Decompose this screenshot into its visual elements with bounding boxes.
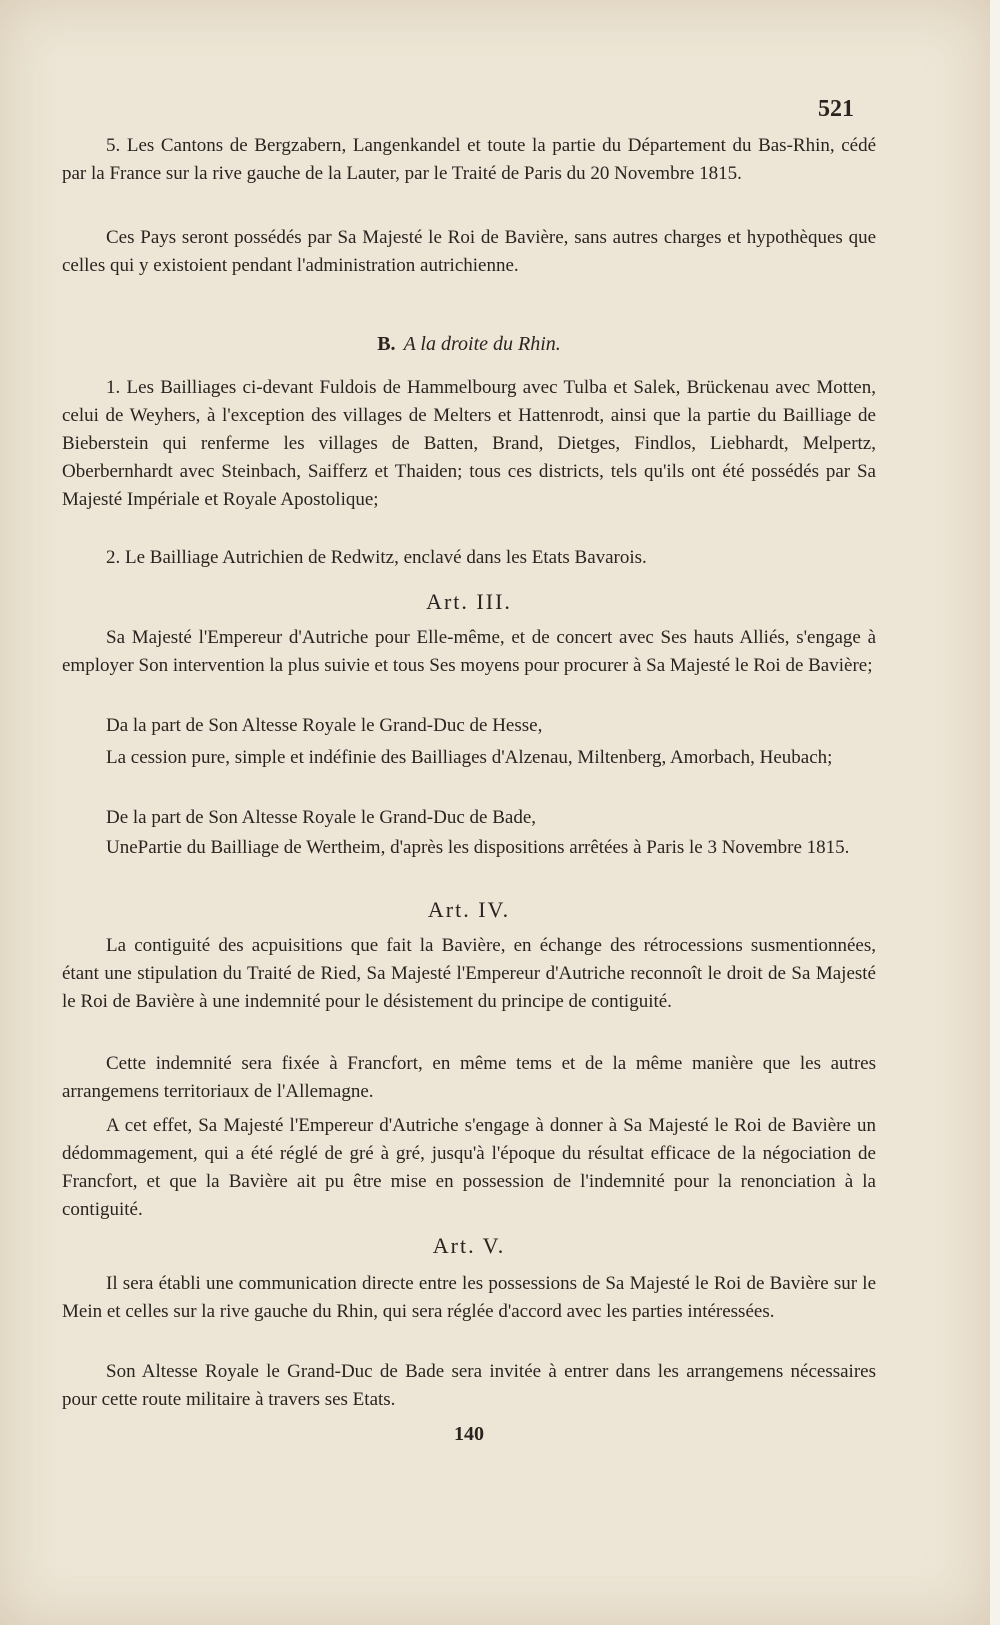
paragraph-indemnite: Cette indemnité sera fixée à Francfort, en même tems et de la même manière que les autres arrangemens territoriaux de l'Allemagne. <box>62 1053 876 1102</box>
paragraph-fuldois: 1. Les Bailliages ci-devant Fuldois de Hammelbourg avec Tulba et Salek, Brückenau avec Motten, celui de Weyhers, à l'exception des villages de Melters et Hattenrodt, ainsi que la partie du Bailliage de Bieberstein qui renferme les villages de Batten, Brand, Dietges, Findlos, Liebhardt, Melpertz, Oberbernhardt avec Steinbach, Saifferz et Thaiden; tous ces districts, tels qu'ils ont été possédés par Sa Majesté Impériale et Royale Apostolique; <box>62 377 876 510</box>
section-heading-b <box>62 330 876 358</box>
paragraph-contiguite: La contiguité des acpuisitions que fait la Bavière, en échange des rétrocessions susmentionnées, étant une stipulation du Traité de Ried, Sa Majesté l'Empereur d'Autriche reconnoît le droit de Sa Majesté le Roi de Bavière à une indemnité pour le désistement du principe de contiguité. <box>62 935 876 1012</box>
paragraph-hesse: Da la part de Son Altesse Royale le Grand-Duc de Hesse, <box>106 715 543 736</box>
section-title: A la droite du Rhin. <box>403 333 561 355</box>
paragraph-cession: La cession pure, simple et indéfinie des Bailliages d'Alzenau, Miltenberg, Amorbach, Heubach; <box>106 747 833 768</box>
article-heading-iii: Art. III. <box>426 589 512 614</box>
article-heading-iv: Art. IV. <box>427 897 511 922</box>
paragraph-communication: Il sera établi une communication directe entre les possessions de Sa Majesté le Roi de Bavière sur le Mein et celles sur la rive gauche du Rhin, qui sera réglée d'accord avec les parties intéressées. <box>62 1273 876 1322</box>
paragraph-wertheim: UnePartie du Bailliage de Wertheim, d'après les dispositions arrêtées à Paris le 3 Novembre 1815. <box>106 837 850 858</box>
article-heading-v: Art. V. <box>432 1233 506 1258</box>
paragraph-redwitz: 2. Le Bailliage Autrichien de Redwitz, enclavé dans les Etats Bavarois. <box>106 547 647 568</box>
section-letter: B. <box>377 333 396 355</box>
page-number: 521 <box>818 96 854 122</box>
paragraph-art3-intro: Sa Majesté l'Empereur d'Autriche pour Elle-même, et de concert avec Ses hauts Alliés, s'engage à employer Son intervention la plus suivie et tous Ses moyens pour procurer à Sa Majesté le Roi de Bavière; <box>62 627 876 676</box>
paragraph-possession: Ces Pays seront possédés par Sa Majesté le Roi de Bavière, sans autres charges et hypothèques que celles qui y existoient pendant l'administration autrichienne. <box>62 227 876 276</box>
paragraph-dedommagement: A cet effet, Sa Majesté l'Empereur d'Autriche s'engage à donner à Sa Majesté le Roi de Bavière un dédommagement, qui a été réglé de gré à gré, jusqu'à l'époque du résultat efficace de la négociation de Francfort, et que la Bavière ait pu être mise en possession de l'indemnité pour la renonciation à la contiguité. <box>62 1115 876 1220</box>
paragraph-cantons: 5. Les Cantons de Bergzabern, Langenkandel et toute la partie du Département du Bas-Rhin, cédé par la France sur la rive gauche de la Lauter, par le Traité de Paris du 20 Novembre 1815. <box>62 135 876 184</box>
paragraph-bade: De la part de Son Altesse Royale le Grand-Duc de Bade, <box>106 807 537 828</box>
paragraph-route: Son Altesse Royale le Grand-Duc de Bade sera invitée à entrer dans les arrangemens nécessaires pour cette route militaire à travers ses Etats. <box>62 1361 876 1410</box>
signature-mark: 140 <box>454 1423 484 1445</box>
